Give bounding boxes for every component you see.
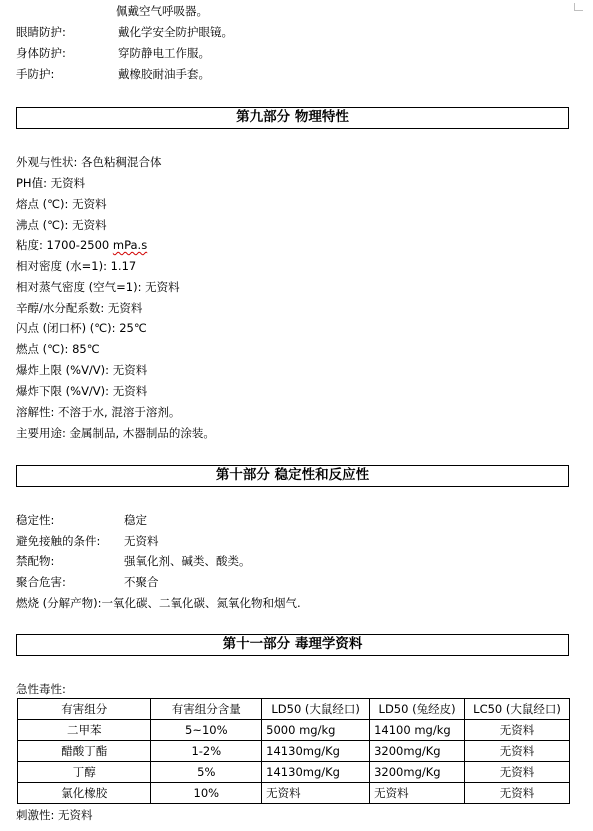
hand-protection-label: 手防护: <box>16 67 55 81</box>
table-cell: 14130mg/Kg <box>262 741 370 762</box>
avoid-conditions-label: 避免接触的条件: <box>16 534 101 548</box>
relative-density-line: 相对密度 (水=1): 1.17 <box>16 259 137 273</box>
polymerization-value: 不聚合 <box>124 575 159 589</box>
incompatible-row <box>16 553 516 569</box>
vapor-density-line: 相对蒸气密度 (空气=1): 无资料 <box>16 280 180 294</box>
solubility-line: 溶解性: 不溶于水, 混溶于溶剂。 <box>16 405 181 419</box>
table-row <box>18 720 570 741</box>
table-cell: 氯化橡胶 <box>18 783 151 804</box>
viscosity-line <box>16 237 147 253</box>
table-header-cell: LD50 (兔经皮) <box>370 699 465 720</box>
table-header-cell: LD50 (大鼠经口) <box>262 699 370 720</box>
stability-value: 稳定 <box>124 513 147 527</box>
melting-point-line: 熔点 (℃): 无资料 <box>16 197 107 211</box>
hand-protection-row <box>16 66 516 82</box>
eye-protection-label: 眼睛防护: <box>16 25 66 39</box>
table-cell: 无资料 <box>370 783 465 804</box>
viscosity-unit: mPa.s <box>112 238 148 252</box>
table-cell: 无资料 <box>465 720 570 741</box>
table-cell: 无资料 <box>262 783 370 804</box>
hand-protection-value: 戴橡胶耐油手套。 <box>118 67 210 81</box>
body-protection-row <box>16 45 516 61</box>
incompatible-value: 强氧化剂、碱类、酸类。 <box>124 554 251 568</box>
upper-explosive-limit-line: 爆炸上限 (%V/V): 无资料 <box>16 363 148 377</box>
polymerization-row <box>16 574 516 590</box>
table-cell: 14100 mg/kg <box>370 720 465 741</box>
table-cell: 3200mg/Kg <box>370 741 465 762</box>
combustion-value: 一氧化碳、二氧化碳、氮氧化物和烟气. <box>101 596 301 610</box>
table-cell: 1-2% <box>151 741 262 762</box>
table-cell: 二甲苯 <box>18 720 151 741</box>
lower-explosive-limit-line: 爆炸下限 (%V/V): 无资料 <box>16 384 148 398</box>
eye-protection-value: 戴化学安全防护眼镜。 <box>118 25 233 39</box>
table-header-cell: 有害组分 <box>18 699 151 720</box>
partition-coefficient-line: 辛醇/水分配系数: 无资料 <box>16 301 143 315</box>
table-row <box>18 783 570 804</box>
page-corner-mark <box>574 3 583 11</box>
stability-row <box>16 512 516 528</box>
appearance-line: 外观与性状: 各色粘稠混合体 <box>16 155 162 169</box>
body-protection-value: 穿防静电工作服。 <box>118 46 210 60</box>
section9-title: 第九部分 物理特性 <box>16 107 569 129</box>
avoid-conditions-row <box>16 533 516 549</box>
table-cell: 无资料 <box>465 783 570 804</box>
body-protection-label: 身体防护: <box>16 46 66 60</box>
table-cell: 无资料 <box>465 741 570 762</box>
table-cell: 3200mg/Kg <box>370 762 465 783</box>
incompatible-label: 禁配物: <box>16 554 55 568</box>
section10-title: 第十部分 稳定性和反应性 <box>16 465 569 487</box>
acute-toxicity-label: 急性毒性: <box>16 682 66 696</box>
combustion-row <box>16 595 301 611</box>
main-use-line: 主要用途: 金属制品, 木器制品的涂装。 <box>16 426 215 440</box>
table-cell: 10% <box>151 783 262 804</box>
viscosity-label: 粘度: 1700-2500 <box>16 238 113 252</box>
table-cell: 5~10% <box>151 720 262 741</box>
ph-line: PH值: 无资料 <box>16 176 86 190</box>
section11-title: 第十一部分 毒理学资料 <box>16 634 569 656</box>
table-cell: 无资料 <box>465 762 570 783</box>
table-cell: 5000 mg/kg <box>262 720 370 741</box>
table-header-row <box>18 699 570 720</box>
table-cell: 5% <box>151 762 262 783</box>
table-cell: 丁醇 <box>18 762 151 783</box>
flash-point-line: 闪点 (闭口杯) (℃): 25℃ <box>16 321 147 335</box>
table-header-cell: 有害组分含量 <box>151 699 262 720</box>
avoid-conditions-value: 无资料 <box>124 534 159 548</box>
irritation-line: 刺激性: 无资料 <box>16 808 93 822</box>
polymerization-label: 聚合危害: <box>16 575 66 589</box>
combustion-label: 燃烧 (分解产物): <box>16 596 102 610</box>
table-cell: 醋酸丁酯 <box>18 741 151 762</box>
table-row <box>18 762 570 783</box>
boiling-point-line: 沸点 (℃): 无资料 <box>16 218 107 232</box>
table-row <box>18 741 570 762</box>
table-cell: 14130mg/Kg <box>262 762 370 783</box>
ignition-point-line: 燃点 (℃): 85℃ <box>16 342 100 356</box>
stability-label: 稳定性: <box>16 513 55 527</box>
table-header-cell: LC50 (大鼠经口) <box>465 699 570 720</box>
eye-protection-row <box>16 24 516 40</box>
toxicity-table <box>17 698 570 804</box>
respiratory-protection-continued: 佩戴空气呼吸器。 <box>116 4 208 18</box>
